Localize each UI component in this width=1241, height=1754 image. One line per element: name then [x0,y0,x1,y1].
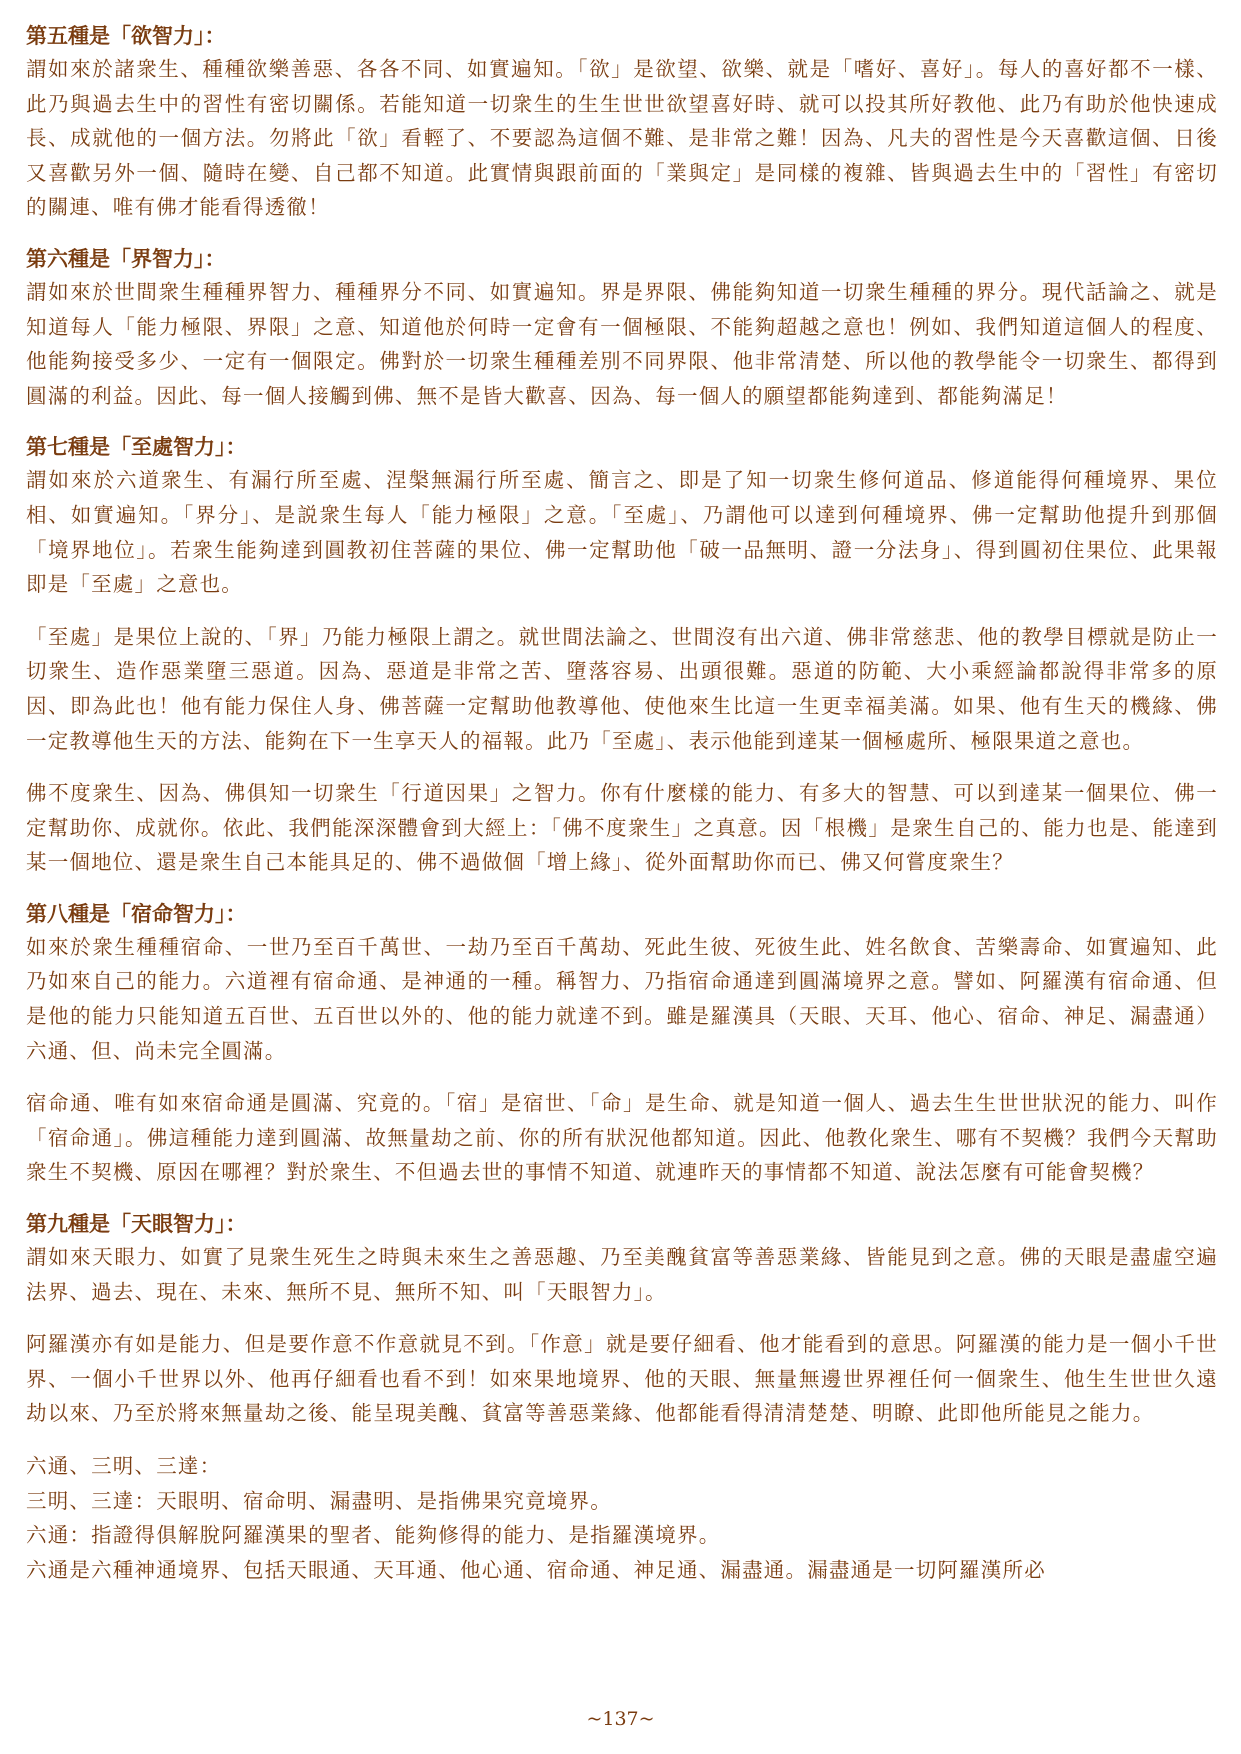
paragraph: 謂如來於世間衆生種種界智力、種種界分不同、如實遍知。界是界限、佛能夠知道一切衆生種種的界分。現代話論之、就是知道每人「能力極限、界限」之意、知道他於何時一定會有一個極限、不能夠超越之意也！例如、我們知道這個人的程度、他能夠接受多少、一定有一個限定。佛對於一切衆生種種差別不同界限、他非常清楚、所以他的教學能令一切衆生、都得到圓滿的利益。因此、每一個人接觸到佛、無不是皆大歡喜、因為、每一個人的願望都能夠達到、都能夠滿足！ [26,279,1218,408]
paragraph: 謂如來於六道衆生、有漏行所至處、涅槃無漏行所至處、簡言之、即是了知一切衆生修何道品、修道能得何種境界、果位相、如實遍知。「界分」、是説衆生每人「能力極限」之意。「至處」、乃謂他可以達到何種境界、佛一定幫助他提升到那個「境界地位」。若衆生能夠達到圓教初住菩薩的果位、佛一定幫助他「破一品無明、證一分法身」、得到圓初住果位、此果報即是「至處」之意也。 [26,468,1218,597]
paragraph: 謂如來於諸衆生、種種欲樂善惡、各各不同、如實遍知。「欲」是欲望、欲樂、就是「嗜好、喜好」。每人的喜好都不一樣、此乃與過去生中的習性有密切關係。若能知道一切衆生的生生世世欲望喜好時、就可以投其所好教他、此乃有助於他快速成長、成就他的一個方法。勿將此「欲」看輕了、不要認為這個不難、是非常之難！因為、凡夫的習性是今天喜歡這個、日後又喜歡另外一個、隨時在變、自己都不知道。此實情與跟前面的「業與定」是同樣的複雜、皆與過去生中的「習性」有密切的關連、唯有佛才能看得透徹！ [26,57,1218,220]
page-number: ~137~ [586,1708,655,1730]
section-heading-6: 第六種是「界智力」： [26,246,226,271]
paragraph: 宿命通、唯有如來宿命通是圓滿、究竟的。「宿」是宿世、「命」是生命、就是知道一個人、過去生生世世狀況的能力、叫作「宿命通」。佛這種能力達到圓滿、故無量劫之前、你的所有狀況他都知道。因此、他教化衆生、哪有不契機？我們今天幫助衆生不契機、原因在哪裡？對於衆生、不但過去世的事情不知道、就連昨天的事情都不知道、說法怎麼有可能會契機？ [26,1091,1218,1185]
paragraph: 佛不度衆生、因為、佛俱知一切衆生「行道因果」之智力。你有什麼樣的能力、有多大的智慧、可以到達某一個果位、佛一定幫助你、成就你。依此、我們能深深體會到大經上：「佛不度衆生」之真意。因「根機」是衆生自己的、能力也是、能達到某一個地位、還是衆生自己本能具足的、佛不過做個「增上緣」、從外面幫助你而已、佛又何嘗度衆生？ [26,781,1218,875]
paragraph: 「至處」是果位上說的、「界」乃能力極限上謂之。就世間法論之、世間沒有出六道、佛非常慈悲、他的教學目標就是防止一切衆生、造作惡業墮三惡道。因為、惡道是非常之苦、墮落容易、出頭很難。惡道的防範、大小乘經論都說得非常多的原因、即為此也！他有能力保住人身、佛菩薩一定幫助他教導他、使他來生比這一生更幸福美滿。如果、他有生天的機緣、佛一定教導他生天的方法、能夠在下一生享天人的福報。此乃「至處」、表示他能到達某一個極處所、極限果道之意也。 [26,624,1218,753]
section-heading-7: 第七種是「至處智力」： [26,435,247,460]
paragraph: 阿羅漢亦有如是能力、但是要作意不作意就見不到。「作意」就是要仔細看、他才能看到的意思。阿羅漢的能力是一個小千世界、一個小千世界以外、他再仔細看也看不到！如來果地境界、他的天眼、無量無邊世界裡任何一個衆生、他生生世世久遠劫以來、乃至於將來無量劫之後、能呈現美醜、貧富等善惡業緣、他都能看得清清楚楚、明瞭、此即他所能見之能力。 [26,1332,1218,1426]
page-content [26,20,1218,1587]
liutong-line: 三明、三達：天眼明、宿命明、漏盡明、是指佛果究竟境界。 [26,1488,612,1513]
paragraph: 如來於衆生種種宿命、一世乃至百千萬世、一劫乃至百千萬劫、死此生彼、死彼生此、姓名飲食、苦樂壽命、如實遍知、此乃如來自己的能力。六道裡有宿命通、是神通的一種。稱智力、乃指宿命通達到圓滿境界之意。譬如、阿羅漢有宿命通、但是他的能力只能知道五百世、五百世以外的、他的能力就達不到。雖是羅漢具（天眼、天耳、他心、宿命、神足、漏盡通）六通、但、尚未完全圓滿。 [26,934,1218,1063]
liutong-line: 六通是六種神通境界、包括天眼通、天耳通、他心通、宿命通、神足通、漏盡通。漏盡通是一切阿羅漢所必 [26,1557,1046,1582]
paragraph: 謂如來天眼力、如實了見衆生死生之時與未來生之善惡趣、乃至美醜貧富等善惡業緣、皆能見到之意。佛的天眼是盡虛空遍法界、過去、現在、未來、無所不見、無所不知、叫「天眼智力」。 [26,1245,1218,1304]
section-heading-5: 第五種是「欲智力」： [26,24,226,48]
liutong-line: 六通、三明、三達： [26,1454,222,1478]
liutong-line: 六通：指證得俱解脫阿羅漢果的聖者、能夠修得的能力、是指羅漢境界。 [26,1523,721,1548]
section-heading-8: 第八種是「宿命智力」： [26,901,247,926]
section-heading-9: 第九種是「天眼智力」： [26,1212,247,1237]
